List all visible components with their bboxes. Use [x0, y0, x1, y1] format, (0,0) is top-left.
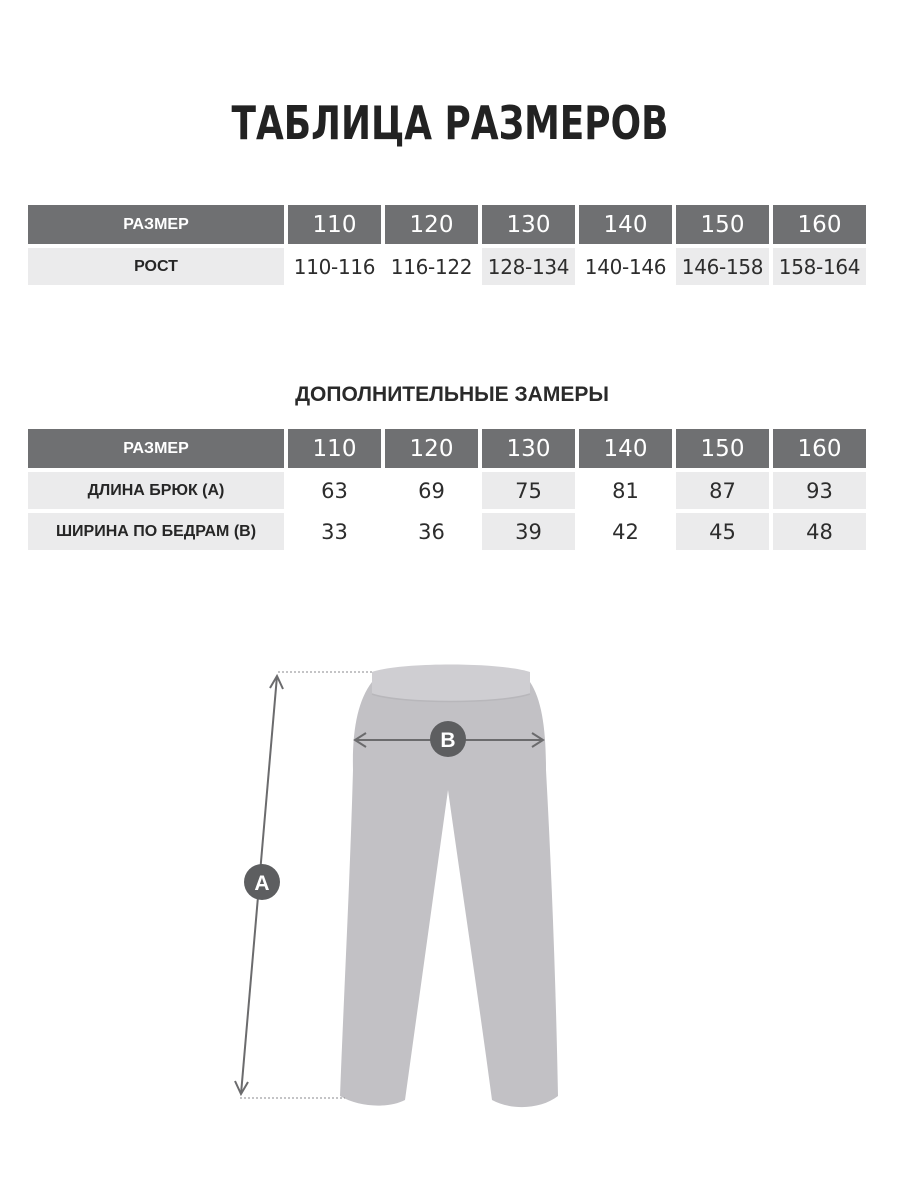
row-label: ШИРИНА ПО БЕДРАМ (В) — [28, 513, 284, 550]
table-cell: 75 — [482, 472, 575, 509]
marker-a-label: A — [254, 872, 270, 895]
table-cell: 128-134 — [482, 248, 575, 285]
table-cell: 69 — [418, 478, 445, 503]
size-cell: 140 — [579, 429, 672, 468]
row-label: ДЛИНА БРЮК (А) — [28, 472, 284, 509]
table-cell: 146-158 — [676, 248, 769, 285]
header-label: РАЗМЕР — [28, 429, 284, 468]
size-cell: 110 — [288, 429, 381, 468]
table-cell: 42 — [612, 519, 639, 544]
table-cell: 48 — [773, 513, 866, 550]
table-cell: 81 — [612, 478, 639, 503]
size-cell: 130 — [482, 205, 575, 244]
size-cell: 130 — [482, 429, 575, 468]
size-cell: 140 — [579, 205, 672, 244]
table-cell: 140-146 — [584, 254, 667, 279]
table-cell: 110-116 — [293, 254, 376, 279]
size-cell: 160 — [773, 205, 866, 244]
row-label: РОСТ — [28, 248, 284, 285]
extra-measurements-title: ДОПОЛНИТЕЛЬНЫЕ ЗАМЕРЫ — [295, 383, 609, 406]
size-cell: 160 — [773, 429, 866, 468]
table-cell: 39 — [482, 513, 575, 550]
waistband-shape — [372, 665, 530, 702]
table-cell: 45 — [676, 513, 769, 550]
size-cell: 120 — [385, 429, 478, 468]
table-cell: 158-164 — [773, 248, 866, 285]
size-cell: 150 — [676, 205, 769, 244]
table-cell: 116-122 — [390, 254, 473, 279]
table-cell: 33 — [321, 519, 348, 544]
marker-b-label: B — [440, 729, 456, 752]
size-cell: 120 — [385, 205, 478, 244]
page-title: ТАБЛИЦА РАЗМЕРОВ — [231, 96, 669, 150]
table-cell: 87 — [676, 472, 769, 509]
header-label: РАЗМЕР — [28, 205, 284, 244]
table-cell: 36 — [418, 519, 445, 544]
table-cell: 63 — [321, 478, 348, 503]
table-cell: 93 — [773, 472, 866, 509]
size-cell: 150 — [676, 429, 769, 468]
size-cell: 110 — [288, 205, 381, 244]
